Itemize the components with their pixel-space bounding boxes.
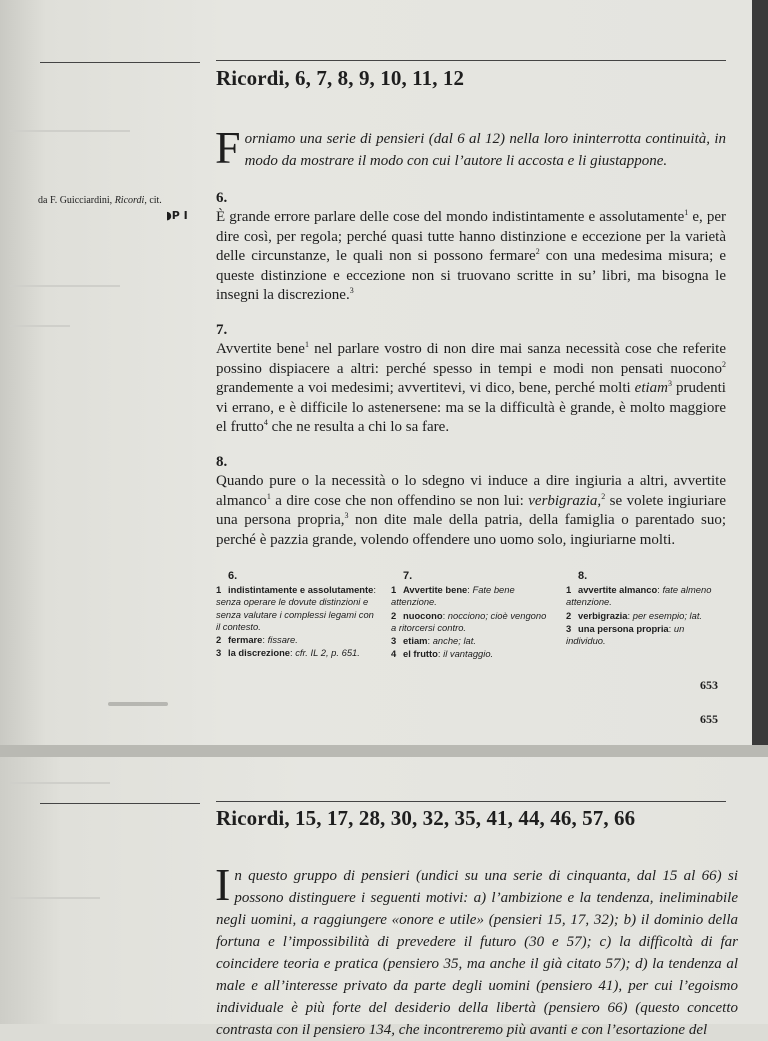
section-number: 8.	[216, 454, 228, 470]
bleed-through-line	[10, 130, 130, 132]
header-rule	[216, 60, 726, 61]
page-number: 653	[700, 678, 718, 692]
footnote-item: 1 Avvertite bene: Fate bene attenzione.	[391, 584, 515, 608]
bleed-through-line	[10, 897, 100, 899]
header-rule	[216, 801, 726, 802]
footnote-item: 3 la discrezione: cfr. IL 2, p. 651.	[216, 647, 360, 659]
bleed-through-line	[10, 285, 120, 287]
section-marker-icon: ◗P I	[166, 209, 188, 222]
footnote-item: 1 indistintamente e assolutamente: senza operare le dovute distinzioni e senza valutare i complessi legami con il contesto.	[216, 584, 376, 632]
section-number: 7.	[216, 322, 228, 338]
footnote-column	[566, 570, 726, 648]
page-title: Ricordi, 6, 7, 8, 9, 10, 11, 12	[216, 66, 465, 90]
header-rule-left	[40, 62, 200, 63]
section-8-text: Quando pure o la necessità o lo sdegno vi induce a dire ingiuria a altri, avvertite almanco$^1$ a dire cose che non offendino se non lui: verbigrazia,$^2$ se volete ingiuriare una persona propria,$^3$ non dite male della patria, della famiglia o parentado suo; perché è pazzia grande, volendo offendere uno uomo solo, ingiuriarne molti.	[216, 473, 726, 548]
intro-paragraph	[215, 859, 738, 1041]
intro-text: orniamo una serie di pensieri (dal 6 al 12) nella loro ininterrotta continuità, in modo da mostrare il modo con cui l’autore li accosta e li giustappone.	[244, 131, 726, 169]
footnote-heading: 6.	[228, 570, 238, 582]
footnote-item: 2 fermare: fissare.	[216, 634, 298, 646]
bleed-through-line	[10, 325, 70, 327]
intro-text: n questo gruppo di pensieri (undici su una serie di cinquanta, dal 15 al 66) si possono distinguere i seguenti motivi: a) l’ambizione e la tendenza, ineliminabile negli uomini, a raggiungere «onore e utile» (pensieri 15, 17, 32); b) il dominio della fortuna e l’impossibilità di prevedere il futuro (30 e 57); c) la difficoltà di far coincidere teoria e pratica (pensiero 35, ma anche il già citato 57); d) la tendenza al male e all’interesse privato da parte degli uomini (pensiero 41), per cui l’egoismo individuale è più forte del desiderio della libertà (pensiero 66) (questo concetto contrasta con il pensiero 134, che incontreremo più avanti e con l’esortazione del	[216, 868, 738, 1038]
scan-smudge	[108, 702, 168, 706]
intro-paragraph	[215, 122, 726, 173]
footnote-item: 3 una persona propria: un individuo.	[566, 622, 685, 647]
footnote-item: 2 nuocono: nocciono; cioè vengono a ritorcersi contro.	[391, 609, 547, 633]
section-6-text: È grande errore parlare delle cose del mondo indistintamente e assolutamente$^1$ e, per dire così, per regola; perché quasi tutte hanno distinzione e eccezione per la varietà delle circunstanze, le quali non si possono fermare$^2$ con una medesima misura; e queste distinzione e eccezione non si truovano scritte in su’ libri, ma bisogna le insegni la discrezione.$^3$	[216, 208, 726, 303]
footnotes	[216, 570, 726, 670]
drop-cap: I	[215, 859, 231, 910]
source-citation	[38, 195, 162, 206]
footnote-heading: 7.	[403, 570, 413, 582]
footnote-item: 3 etiam: anche; lat.	[391, 635, 476, 647]
section-7-text: Avvertite bene$^1$ nel parlare vostro di non dire mai sanza necessità cose che referite possino dispiacere a altri: perché spesso in tempi e modi non pensati nuocono$^2$ grandemente a voi medesimi; avvertitevi, vi dico, bene, perché molti etiam$^3$ prudenti vi errano, e è difficile lo astenersene: ma se la difficultà è grande, è molto maggiore el frutto$^4$ che ne resulta a chi lo sa fare.	[216, 340, 726, 435]
page-655	[0, 757, 768, 1038]
source-title: Ricordi	[114, 195, 145, 206]
footnote-heading: 8.	[578, 570, 588, 582]
footnote-item: 4 el frutto: il vantaggio.	[391, 648, 494, 660]
footnote-item: 2 verbigrazia: per esempio; lat.	[566, 609, 703, 621]
bleed-through-line	[10, 782, 110, 784]
source-prefix: da F. Guicciardini,	[38, 195, 115, 206]
page-separator	[0, 745, 768, 757]
footnote-column	[391, 570, 551, 661]
header-rule-left	[40, 803, 200, 804]
drop-cap: F	[215, 122, 241, 173]
page-title: Ricordi, 15, 17, 28, 30, 32, 35, 41, 44, 46, 57, 66	[216, 806, 636, 830]
source-suffix: , cit.	[144, 195, 162, 206]
footnote-item: 1 avvertite almanco: fate almeno attenzione.	[566, 584, 712, 608]
next-page-number: 655	[700, 712, 718, 726]
section-number: 6.	[216, 190, 228, 206]
book-edge-shadow	[752, 0, 768, 745]
footnote-column	[216, 570, 376, 660]
